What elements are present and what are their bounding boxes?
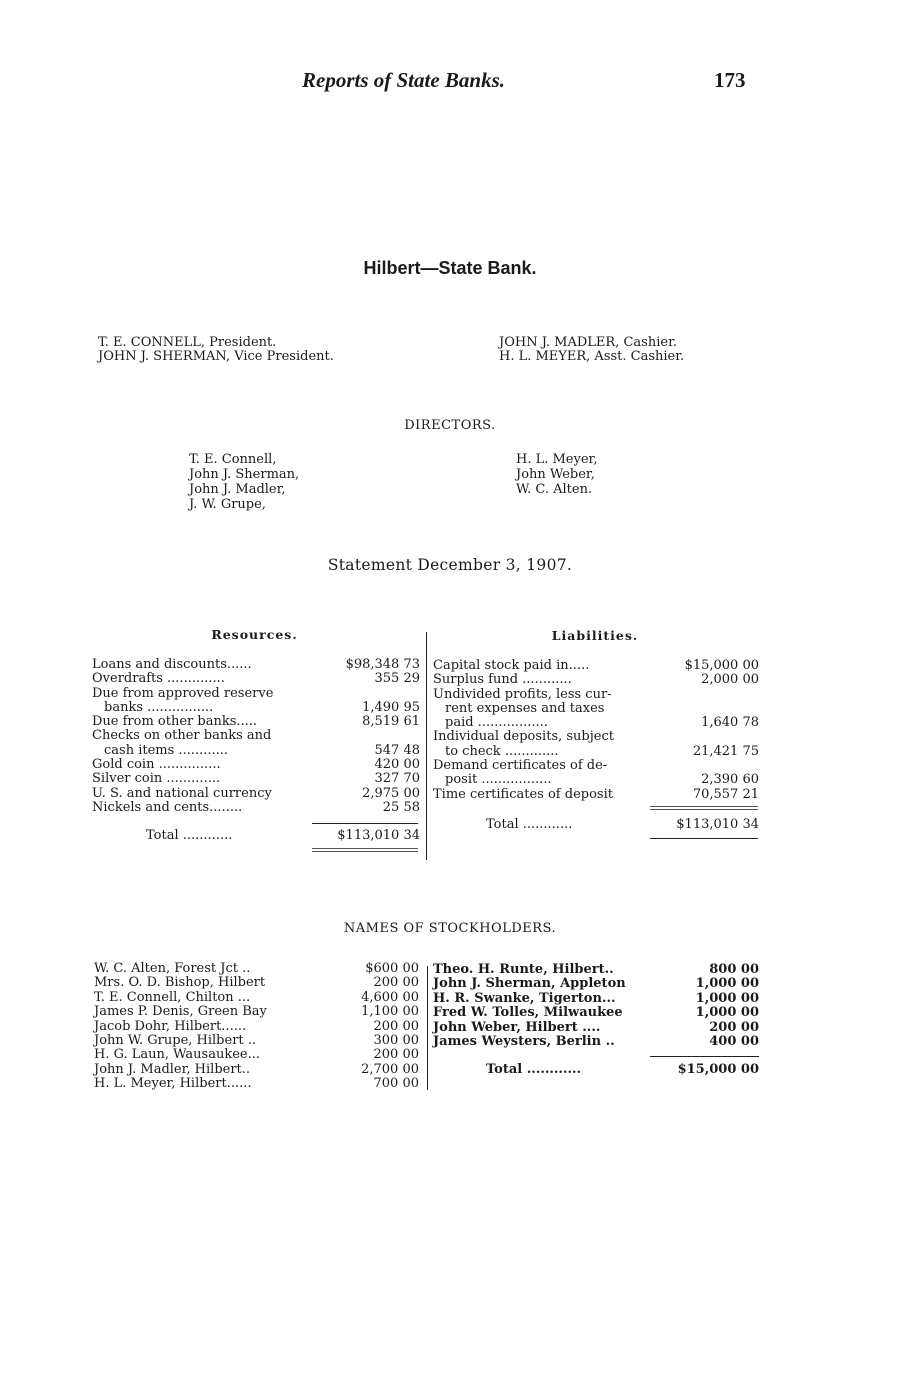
list-item (433, 1021, 759, 1035)
stockholders-heading: NAMES OF STOCKHOLDERS. (343, 921, 557, 936)
table-row (433, 659, 759, 673)
table-row (433, 773, 759, 787)
stockholder-amount: 1,000 00 (695, 976, 759, 992)
row-amount: 327 70 (374, 771, 420, 787)
row-label: Individual deposits, subject (433, 729, 614, 745)
table-row (92, 658, 420, 672)
stockholder-name: John W. Grupe, Hilbert .. (94, 1032, 257, 1048)
director-name: W. C. Alten. (516, 482, 593, 497)
list-item (94, 1034, 419, 1048)
column-divider (426, 632, 427, 860)
stockholder-amount: 400 00 (709, 1033, 759, 1049)
row-label: Loans and discounts...... (92, 657, 252, 672)
total-double-rule (312, 848, 418, 852)
stockholder-amount: 800 00 (709, 962, 759, 977)
row-amount: 2,390 60 (701, 772, 759, 788)
director-name: John J. Sherman, (189, 467, 300, 482)
total-rule (650, 838, 758, 839)
list-item (433, 977, 759, 991)
list-item (94, 962, 419, 976)
row-label: U. S. and national currency (92, 785, 272, 801)
row-amount: $15,000 00 (684, 658, 759, 673)
table-row (92, 715, 420, 729)
row-label: Nickels and cents........ (92, 799, 243, 815)
stockholder-name: John Weber, Hilbert .... (433, 1019, 601, 1035)
list-item (433, 1006, 759, 1020)
table-row (433, 730, 759, 744)
stockholder-name: Theo. H. Runte, Hilbert.. (433, 962, 614, 977)
table-row (92, 801, 420, 815)
stockholder-amount: $600 00 (365, 961, 419, 976)
subtotal-rule (312, 823, 418, 824)
table-row (92, 758, 420, 772)
liabilities-table (433, 659, 759, 802)
list-item (94, 976, 419, 990)
row-amount: 25 58 (382, 799, 420, 815)
row-amount: 1,640 78 (701, 715, 759, 731)
stockholder-name: Jacob Dohr, Hilbert...... (94, 1018, 247, 1034)
page-number: 173 (714, 68, 746, 92)
row-label: Checks on other banks and (92, 728, 272, 744)
row-label: Gold coin ............... (92, 757, 221, 773)
director-name: J. W. Grupe, (189, 497, 266, 512)
table-row (92, 701, 420, 715)
row-label: Due from approved reserve (92, 685, 274, 701)
row-amount: 70,557 21 (692, 786, 759, 802)
row-label: Silver coin ............. (92, 771, 221, 787)
officer-asst-cashier: H. L. MEYER, Asst. Cashier. (499, 349, 685, 364)
table-row (433, 702, 759, 716)
running-title: Reports of State Banks. (302, 68, 506, 92)
stockholder-name: H. G. Laun, Wausaukee... (94, 1047, 260, 1063)
row-label: Surplus fund ............ (433, 672, 572, 688)
stockholder-amount: 4,600 00 (361, 989, 419, 1005)
row-label: posit ................. (445, 772, 552, 788)
row-label: Demand certificates of de- (433, 758, 608, 774)
table-row (92, 672, 420, 686)
row-amount: $98,348 73 (345, 657, 420, 672)
stockholder-amount: 700 00 (373, 1076, 419, 1092)
officers-left (98, 336, 334, 364)
stockholder-amount: 1,000 00 (695, 1005, 759, 1021)
row-label: rent expenses and taxes (445, 700, 605, 716)
row-label: Undivided profits, less cur- (433, 686, 612, 702)
row-label: paid ................. (445, 715, 548, 731)
table-row (92, 787, 420, 801)
stockholder-amount: 200 00 (373, 1018, 419, 1034)
stockholders-left (94, 962, 419, 1092)
stockholder-name: Fred W. Tolles, Milwaukee (433, 1005, 623, 1021)
row-amount: 2,000 00 (701, 672, 759, 688)
stock-column-divider (427, 966, 428, 1090)
row-label: cash items ............ (104, 742, 229, 758)
stockholder-amount: 2,700 00 (361, 1061, 419, 1077)
running-head (0, 68, 900, 98)
stockholder-name: T. E. Connell, Chilton ... (94, 989, 251, 1005)
director-name: T. E. Connell, (189, 452, 277, 467)
officer-vice-president: JOHN J. SHERMAN, Vice President. (98, 349, 334, 364)
officer-president: T. E. CONNELL, President. (98, 335, 277, 350)
row-amount: 420 00 (374, 757, 420, 773)
director-name: John Weber, (516, 467, 595, 482)
row-amount: 2,975 00 (362, 785, 420, 801)
stockholder-name: H. R. Swanke, Tigerton... (433, 990, 616, 1006)
stockholder-name: W. C. Alten, Forest Jct .. (94, 961, 251, 976)
list-item (94, 991, 419, 1005)
stockholder-amount: 200 00 (709, 1019, 759, 1035)
list-item (94, 1005, 419, 1019)
bank-title: Hilbert—State Bank. (363, 258, 537, 278)
table-row (433, 716, 759, 730)
resources-heading: Resources. (211, 627, 298, 642)
row-amount: 547 48 (374, 742, 420, 758)
resources-total-label: Total ............ (146, 828, 233, 843)
stockholders-total-amount: $15,000 00 (677, 1062, 759, 1077)
list-item (94, 1063, 419, 1077)
row-amount: 1,490 95 (362, 699, 420, 715)
officer-cashier: JOHN J. MADLER, Cashier. (499, 335, 677, 350)
table-row (433, 745, 759, 759)
row-label: Overdrafts .............. (92, 671, 225, 687)
list-item (433, 963, 759, 977)
director-name: John J. Madler, (189, 482, 286, 497)
table-row (92, 772, 420, 786)
stockholder-name: John J. Sherman, Appleton (433, 976, 626, 992)
list-item (94, 1077, 419, 1091)
resources-table (92, 658, 420, 815)
stock-total-rule (650, 1056, 759, 1057)
table-row (433, 788, 759, 802)
row-label: to check ............. (445, 743, 559, 759)
table-row (433, 759, 759, 773)
statement-date: Statement December 3, 1907. (327, 556, 573, 574)
stockholders-right (433, 963, 759, 1049)
row-amount: 21,421 75 (692, 743, 759, 759)
stockholder-name: Mrs. O. D. Bishop, Hilbert (94, 975, 266, 991)
officers-right (499, 336, 684, 364)
stockholder-amount: 1,000 00 (695, 990, 759, 1006)
row-label: banks ................ (104, 699, 214, 715)
list-item (94, 1020, 419, 1034)
row-label: Time certificates of deposit (433, 786, 613, 802)
row-amount: 8,519 61 (362, 714, 420, 730)
list-item (94, 1048, 419, 1062)
stockholder-amount: 300 00 (373, 1032, 419, 1048)
table-row (92, 744, 420, 758)
stockholder-name: John J. Madler, Hilbert.. (94, 1061, 251, 1077)
stockholder-name: James Weysters, Berlin .. (433, 1033, 615, 1049)
table-row (433, 673, 759, 687)
director-name: H. L. Meyer, (516, 452, 598, 467)
table-row (433, 688, 759, 702)
stockholder-amount: 200 00 (373, 1047, 419, 1063)
table-row (92, 687, 420, 701)
stockholder-name: H. L. Meyer, Hilbert...... (94, 1076, 252, 1092)
liabilities-total-amount: $113,010 34 (676, 817, 759, 832)
directors-right (516, 452, 597, 497)
list-item (433, 1035, 759, 1049)
directors-left (189, 452, 299, 512)
row-amount: 355 29 (374, 671, 420, 687)
liabilities-heading: Liabilities. (551, 628, 639, 643)
subtotal-double-rule (650, 806, 758, 810)
directors-heading: DIRECTORS. (404, 418, 496, 433)
row-label: Due from other banks..... (92, 714, 258, 730)
stockholder-name: James P. Denis, Green Bay (94, 1004, 267, 1020)
list-item (433, 992, 759, 1006)
liabilities-total-label: Total ............ (486, 817, 573, 832)
table-row (92, 729, 420, 743)
stockholder-amount: 1,100 00 (361, 1004, 419, 1020)
stockholder-amount: 200 00 (373, 975, 419, 991)
row-label: Capital stock paid in..... (433, 658, 590, 673)
stockholders-total-label: Total ............ (486, 1062, 582, 1077)
resources-total-amount: $113,010 34 (337, 828, 420, 843)
